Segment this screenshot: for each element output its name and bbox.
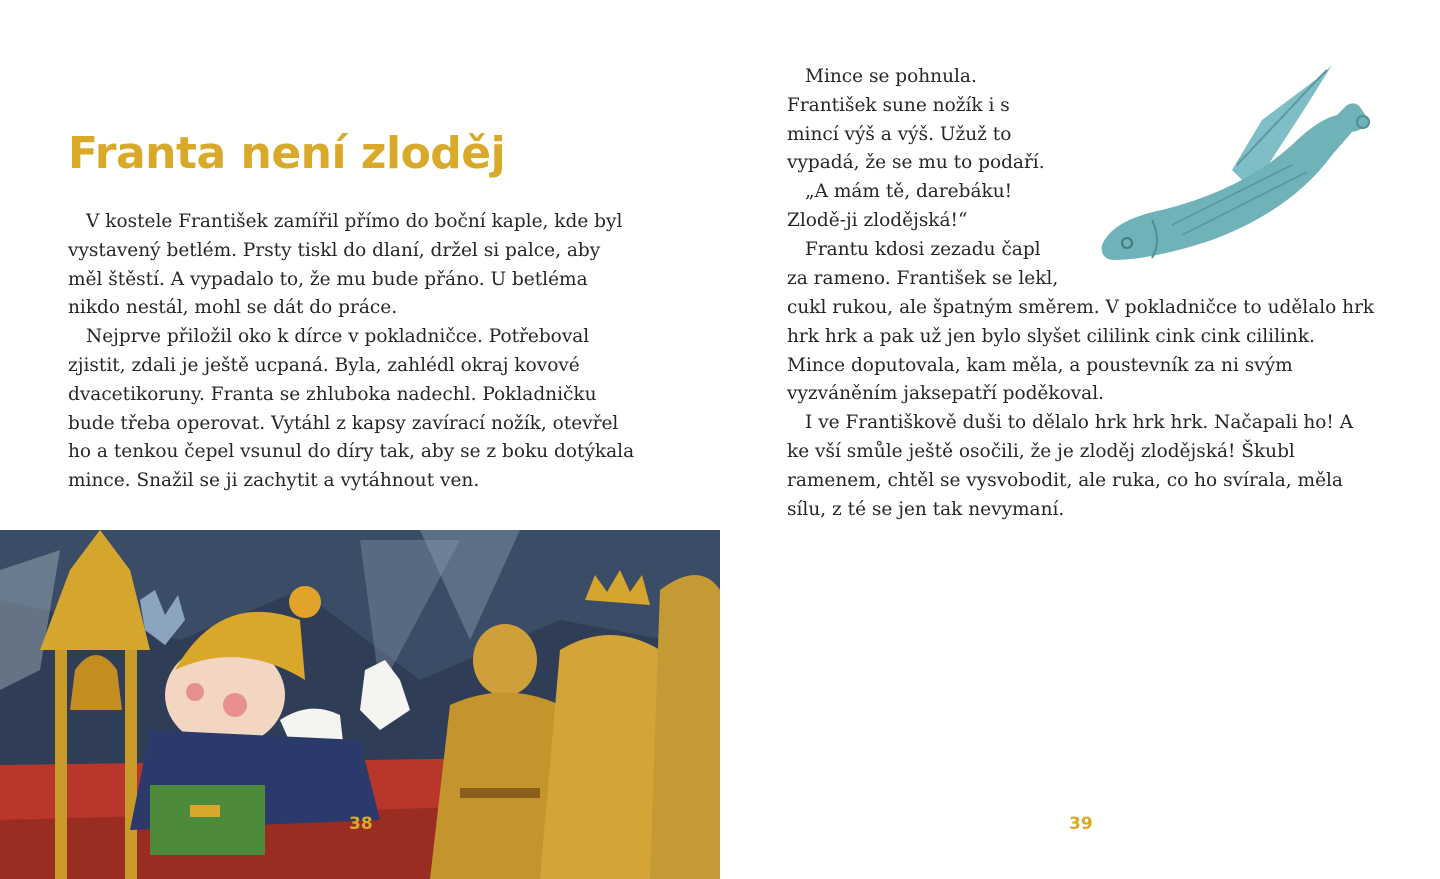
right-body-text-narrow	[787, 63, 1067, 293]
paragraph: I ve Františkově duši to dělalo hrk hrk hrk. Načapali ho! A ke vší smůle ještě osočili, že je zloděj zlodějská! Škubl ramenem, chtěl se vysvobodit, ale ruka, co ho svírala, měla sílu, z té se jen tak nevymaní.	[787, 412, 1354, 520]
paragraph: V kostele František zamířil přímo do boční kaple, kde byl vystavený betlém. Prsty tiskl do dlaní, držel si palce, aby měl štěstí. A vypadalo to, že mu bude přáno. U betléma nikdo nestál, mohl se dát do práce.	[68, 211, 623, 319]
page-number-right: 39	[1069, 814, 1093, 834]
paragraph: Frantu kdosi zezadu čapl za rameno. František se lekl,	[787, 238, 1059, 289]
right-page	[720, 0, 1440, 879]
paragraph: cukl rukou, ale špatným směrem. V pokladničce to udělalo hrk hrk hrk a pak už jen bylo slyšet cililink cink cink cililink. Mince doputovala, kam měla, a poustevník za ni svým vyzváněním jaksepatří poděkoval.	[787, 297, 1375, 405]
nativity-illustration	[0, 530, 720, 879]
paragraph: „A mám tě, darebáku! Zlodě-ji zlodějská!“	[787, 181, 1013, 231]
paragraph: Mince se pohnula. František sune nožík i s mincí výš a výš. Užuž to vypadá, že se mu to podaří.	[787, 66, 1045, 174]
left-body-text	[68, 208, 638, 496]
paragraph: Nejprve přiložil oko k dírce v pokladničce. Potřeboval zjistit, zdali je ještě ucpaná. Byla, zahlédl okraj kovové dvacetikoruny. Franta se zhluboka nadechl. Pokladničku bude třeba operovat. Vytáhl z kapsy zavírací nožík, otevřel ho a tenkou čepel vsunul do díry tak, aby se z boku dotýkala mince. Snažil se ji zachytit a vytáhnout ven.	[68, 326, 635, 492]
chapter-title: Franta není zloděj	[68, 128, 506, 179]
page-number-left: 38	[349, 814, 373, 834]
fish-knife-illustration	[1092, 60, 1382, 275]
right-body-text-wide	[787, 294, 1377, 524]
